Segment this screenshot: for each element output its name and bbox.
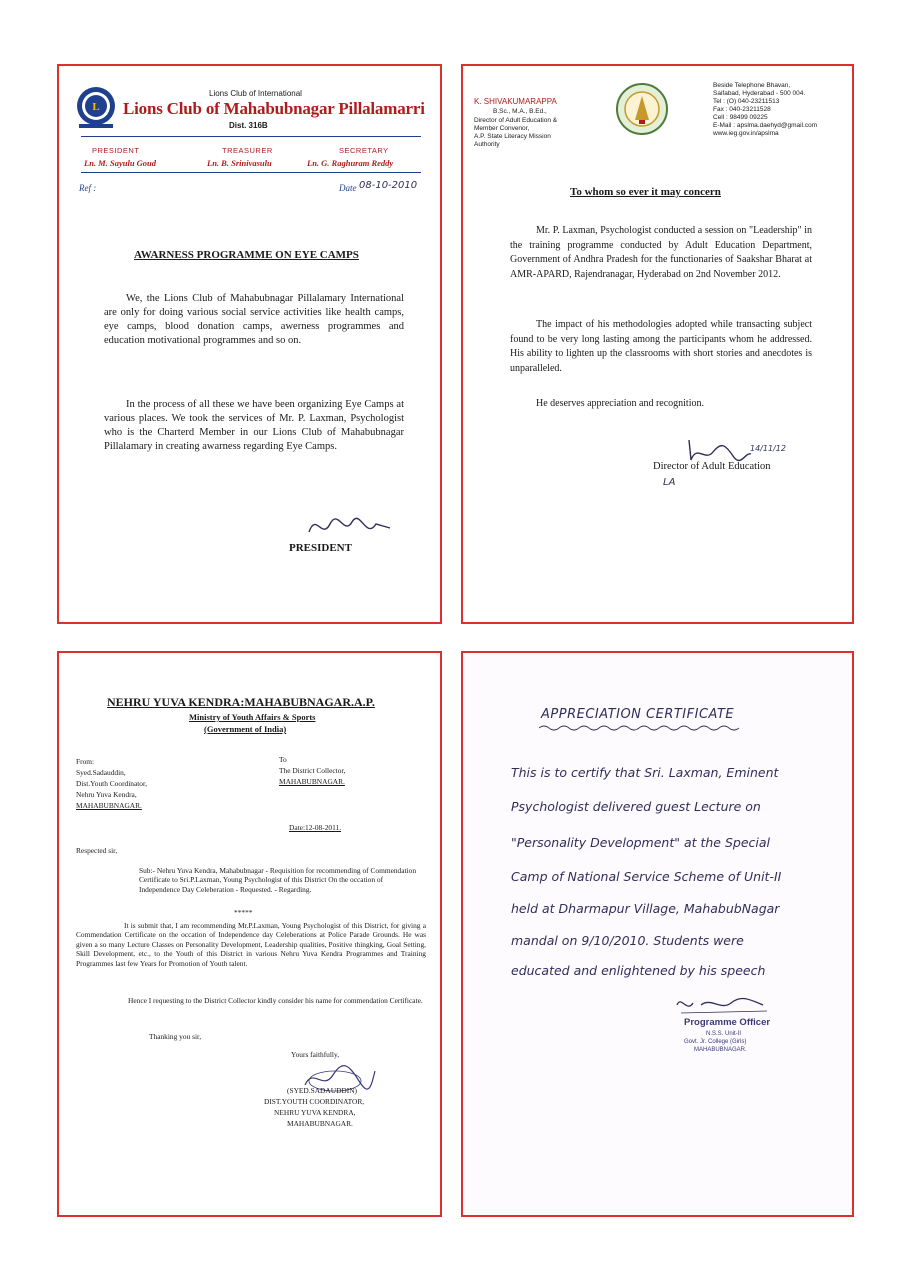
certificate-line: held at Dharmapur Village, MahabubNagar [511,901,780,916]
to-line: To [279,755,287,764]
from-line: Dist.Youth Coordinator, [76,779,148,788]
government: (Government of India) [204,724,287,734]
from-line: Nehru Yuva Kendra, [76,790,137,799]
certificate-line: mandal on 9/10/2010. Students were [511,933,744,948]
title: NEHRU YUVA KENDRA:MAHABUBNAGAR.A.P. [107,695,375,709]
sender-line: Authority [474,141,500,148]
heading: To whom so ever it may concern [570,186,721,198]
from-line: Syed.Sadauddin, [76,768,126,777]
address-line: www.ieg.gov.in/apslma [713,130,779,137]
signature-title: PRESIDENT [289,542,352,554]
heading: AWARNESS PROGRAMME ON EYE CAMPS [134,249,359,261]
adult-education-letter [461,64,854,624]
paragraph: The impact of his methodologies adopted while transacting subject found to be very long lasting among the participants whom he addressed. His ability to lighten up the classrooms with short stories and anecdotes is unparalleled. [510,319,812,374]
programme-officer-signature [671,991,771,1019]
sign-line: NEHRU YUVA KENDRA, [274,1108,356,1117]
header-divider [81,136,421,137]
sender-quals: B.Sc., M.A., B.Ed., [493,108,547,115]
signature-title: Programme Officer [684,1017,771,1028]
stamp-line: N.S.S. Unit-II [706,1031,742,1037]
certificate-line: Camp of National Service Scheme of Unit-II [511,869,782,884]
to-line: MAHABUBNAGAR. [279,777,345,786]
officer-name: Ln. G. Raghuram Reddy [307,158,394,168]
date-label: Date [339,183,357,193]
paragraph: In the process of all these we have been organizing Eye Camps at various places. We took the services of Mr. P. Laxman, Psychologist who is the Charterd Member in our Lions Club of Mahabubnagar Pillalamary in creating awarness regarding Eye Camps. [104,399,404,452]
thanks: Thanking you sir, [149,1032,202,1041]
address-line: Tel : (O) 040-23211513 [713,98,780,105]
ref-label: Ref : [79,183,97,193]
request-paragraph: Hence I requesting to the District Collector kindly consider his name for commendation Certificate. [128,996,423,1005]
from-line: From: [76,757,95,766]
ministry: Ministry of Youth Affairs & Sports [189,712,316,722]
svg-text:L: L [92,101,100,113]
letter-date: Date:12-08-2011. [289,823,342,832]
officer-role: SECRETARY [339,146,389,155]
title-wavy-underline [539,724,744,732]
club-name: Lions Club of Mahabubnagar Pillalamarri [123,99,425,118]
sender-line: A.P. State Literacy Mission [474,133,551,140]
sign-date: 14/11/12 [750,444,786,453]
stamp-line: MAHABUBNAGAR. [694,1047,747,1053]
address-line: Beside Telephone Bhavan, [713,82,791,89]
address-line: E-Mail : apslma.daehyd@gmail.com [713,122,818,129]
closing: Yours faithfully, [291,1050,340,1059]
sign-line: DIST.YOUTH COORDINATOR, [264,1097,365,1106]
sender-line: Director of Adult Education & [474,117,558,124]
stamp-line: Govt. Jr. College (Girls) [684,1039,747,1045]
sign-line: (SYED.SADAUDDIN) [287,1086,358,1095]
ap-government-emblem-icon [615,82,669,136]
lions-logo-icon [75,84,117,132]
certificate-title: APPRECIATION CERTIFICATE [541,707,735,722]
lions-club-letter [57,64,442,624]
address-line: Cell : 98499 09225 [713,114,768,121]
officer-name: Ln. B. Srinivasulu [207,158,272,168]
paragraph: We, the Lions Club of Mahabubnagar Pillalamary International are only for doing various social service activities like health camps, eye camps, blood donation camps, awerness programmes and education motivational programmes and so on. [104,293,404,346]
subject: Sub:- Nehru Yuva Kendra, Mahabubnagar - Requisition for recommending of Commendation Certificate to Sri.P.Laxman, Young Psychologist of this District On the occation of Independence Day Celeberation - Requested. - Regarding. [139,866,417,894]
certificate-line: "Personality Development" at the Special [511,835,771,850]
officer-role: TREASURER [222,146,273,155]
sign-line: MAHABUBNAGAR. [287,1119,353,1128]
appreciation-certificate [461,651,854,1217]
paragraph: He deserves appreciation and recognition. [536,398,704,409]
separator-stars: ***** [234,908,253,917]
address-line: Saifabad, Hyderabad - 500 004. [713,90,806,97]
officer-name: Ln. M. Sayulu Goud [84,158,157,168]
initials: LA [663,477,676,488]
body-paragraph: It is submit that, I am recommending Mr.P.Laxman, Young Psychologist of this District, for giving a Commendation Certificate on the occation of Independence day Celeberations at Police Parade Grounds. He was given a so many Lecture Classes on Personality Development, Leadership qualities, Positive thingking, Goal Setting, Skill Development, etc., to the Youth of this District in various Nehru Yuva Kendra Programmes and Training Programmes last few Years for Promotion of Youth talent. [76,921,426,968]
officer-role: PRESIDENT [92,146,140,155]
sender-line: Member Convenor, [474,125,530,132]
address-line: Fax : 040-23211528 [713,106,771,113]
certificate-line: This is to certify that Sri. Laxman, Eminent [511,765,779,780]
date-value: 08-10-2010 [359,180,418,191]
sender-name: K. SHIVAKUMARAPPA [474,97,557,106]
president-signature [304,510,394,544]
officers-divider [81,172,421,173]
certificate-line: educated and enlightened by his speech [511,963,766,978]
signature-title: Director of Adult Education [653,461,771,472]
certificate-line: Psychologist delivered guest Lecture on [511,799,761,814]
club-international: Lions Club of International [209,89,302,98]
district: Dist. 316B [229,121,268,130]
nehru-yuva-kendra-letter [57,651,442,1217]
salutation: Respected sir, [76,846,118,855]
from-line: MAHABUBNAGAR. [76,801,142,810]
paragraph: Mr. P. Laxman, Psychologist conducted a session on "Leadership" in the training programme conducted by Adult Education Department, Government of Andhra Pradesh for the functionaries of Saakshar Bharat at AMR-APARD, Rajendranagar, Hyderabad on 2nd November 2012. [510,225,812,280]
to-line: The District Collector, [279,766,346,775]
